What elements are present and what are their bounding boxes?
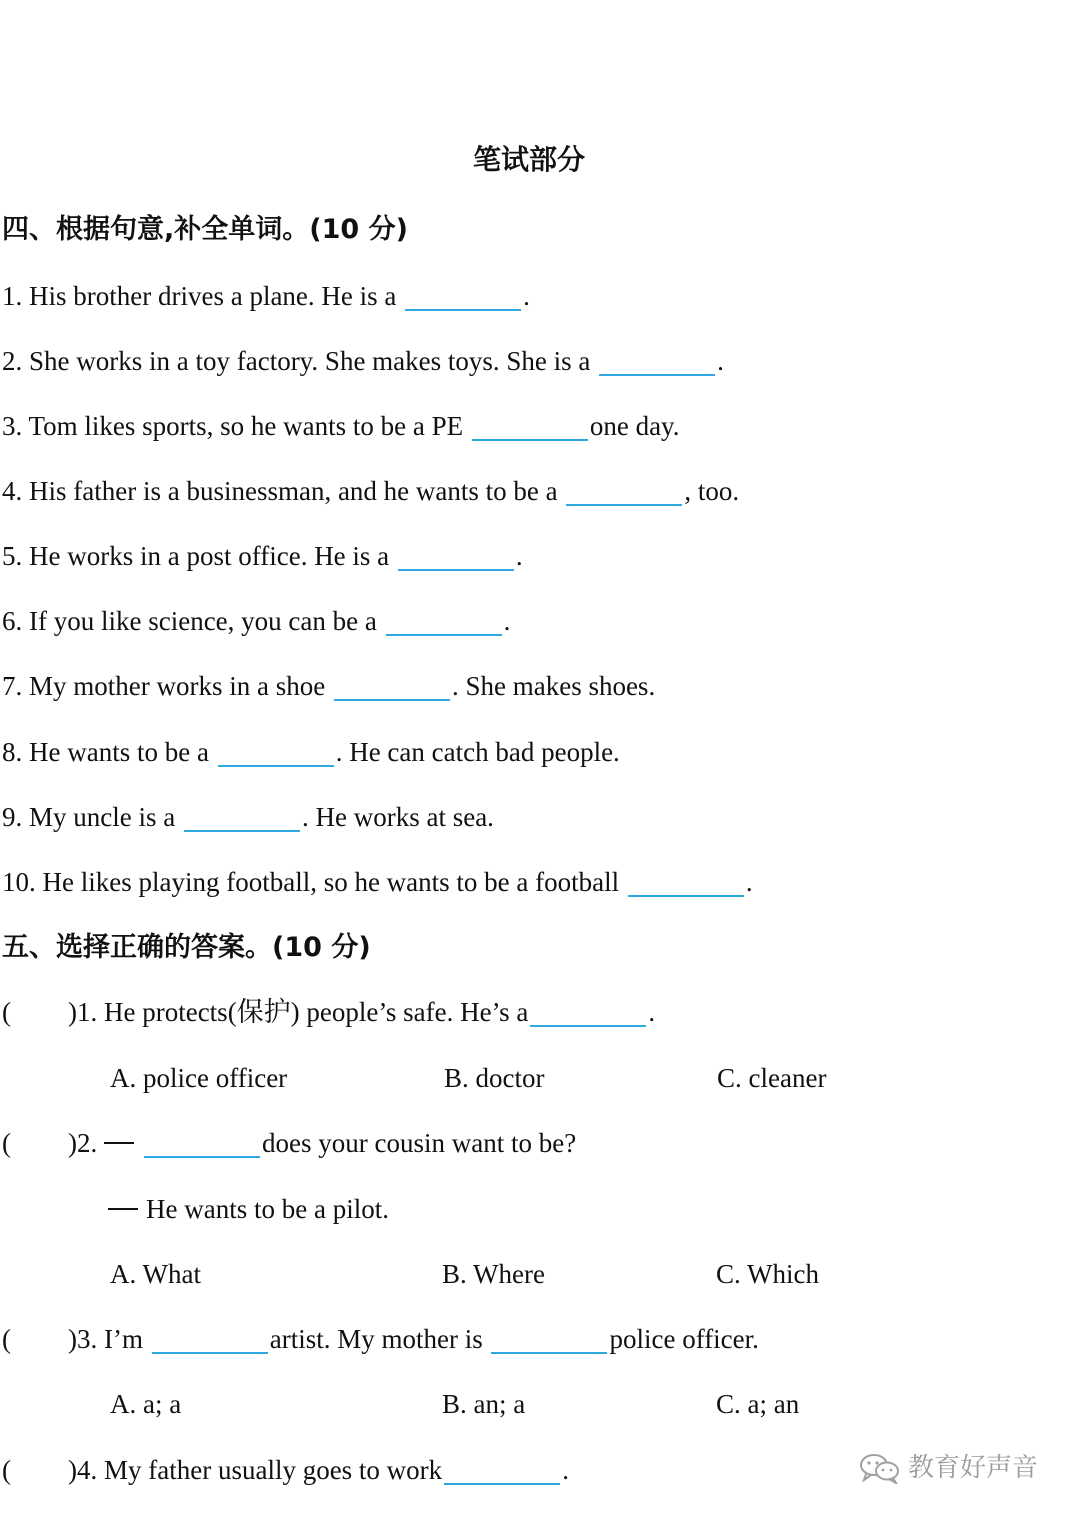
answer-blank[interactable]	[152, 1352, 268, 1354]
page-title: 笔试部分	[472, 143, 585, 176]
answer-blank[interactable]	[444, 1483, 560, 1485]
mc-question-2: )2. does your cousin want to be?	[68, 1128, 577, 1158]
answer-blank[interactable]	[184, 830, 300, 832]
answer-blank[interactable]	[334, 699, 450, 701]
dialogue-dash	[108, 1208, 138, 1210]
option-a[interactable]: A. What	[110, 1259, 201, 1289]
fill-item-10: 10. He likes playing football, so he wants to be a football .	[2, 867, 753, 897]
watermark-text: 教育好声音	[908, 1453, 1039, 1483]
section-4-heading: 四、根据句意,补全单词。(10 分)	[2, 214, 408, 245]
fill-item-1: 1. His brother drives a plane. He is a .	[2, 281, 530, 311]
answer-paren[interactable]: (	[2, 1324, 11, 1354]
answer-blank[interactable]	[144, 1156, 260, 1158]
answer-blank[interactable]	[491, 1352, 607, 1354]
mc-question-1: )1. He protects(保护) people’s safe. He’s a .	[68, 997, 656, 1027]
mc-question-3: )3. I’m artist. My mother is police officer.	[68, 1324, 759, 1354]
answer-blank[interactable]	[218, 765, 334, 767]
fill-item-4: 4. His father is a businessman, and he wants to be a , too.	[2, 476, 740, 506]
answer-paren[interactable]: (	[2, 1128, 11, 1158]
fill-item-3: 3. Tom likes sports, so he wants to be a PE one day.	[2, 411, 680, 441]
answer-blank[interactable]	[530, 1025, 646, 1027]
dialogue-dash	[104, 1142, 134, 1144]
answer-blank[interactable]	[398, 569, 514, 571]
fill-item-9: 9. My uncle is a . He works at sea.	[2, 802, 494, 832]
answer-paren[interactable]: (	[2, 1455, 11, 1485]
mc-question-4: )4. My father usually goes to work .	[68, 1455, 569, 1485]
fill-item-6: 6. If you like science, you can be a .	[2, 606, 511, 636]
watermark	[858, 1452, 1038, 1484]
fill-item-2: 2. She works in a toy factory. She makes toys. She is a .	[2, 346, 724, 376]
dialogue-reply: He wants to be a pilot.	[108, 1196, 389, 1223]
option-a[interactable]: A. police officer	[110, 1063, 288, 1093]
answer-blank[interactable]	[386, 634, 502, 636]
fill-item-5: 5. He works in a post office. He is a .	[2, 541, 523, 571]
answer-blank[interactable]	[599, 374, 715, 376]
section-5-heading: 五、选择正确的答案。(10 分)	[2, 932, 371, 963]
answer-paren[interactable]: (	[2, 997, 11, 1027]
option-c[interactable]: C. a; an	[716, 1389, 800, 1419]
option-b[interactable]: B. an; a	[442, 1389, 526, 1419]
option-c[interactable]: C. Which	[716, 1259, 819, 1289]
answer-blank[interactable]	[566, 504, 682, 506]
answer-blank[interactable]	[405, 309, 521, 311]
answer-blank[interactable]	[472, 439, 588, 441]
option-a[interactable]: A. a; a	[110, 1389, 182, 1419]
wechat-icon	[858, 1452, 902, 1484]
option-c[interactable]: C. cleaner	[717, 1063, 827, 1093]
fill-item-8: 8. He wants to be a . He can catch bad people.	[2, 737, 620, 767]
answer-blank[interactable]	[628, 895, 744, 897]
fill-item-7: 7. My mother works in a shoe . She makes shoes.	[2, 671, 656, 701]
option-b[interactable]: B. doctor	[444, 1063, 545, 1093]
option-b[interactable]: B. Where	[442, 1259, 545, 1289]
